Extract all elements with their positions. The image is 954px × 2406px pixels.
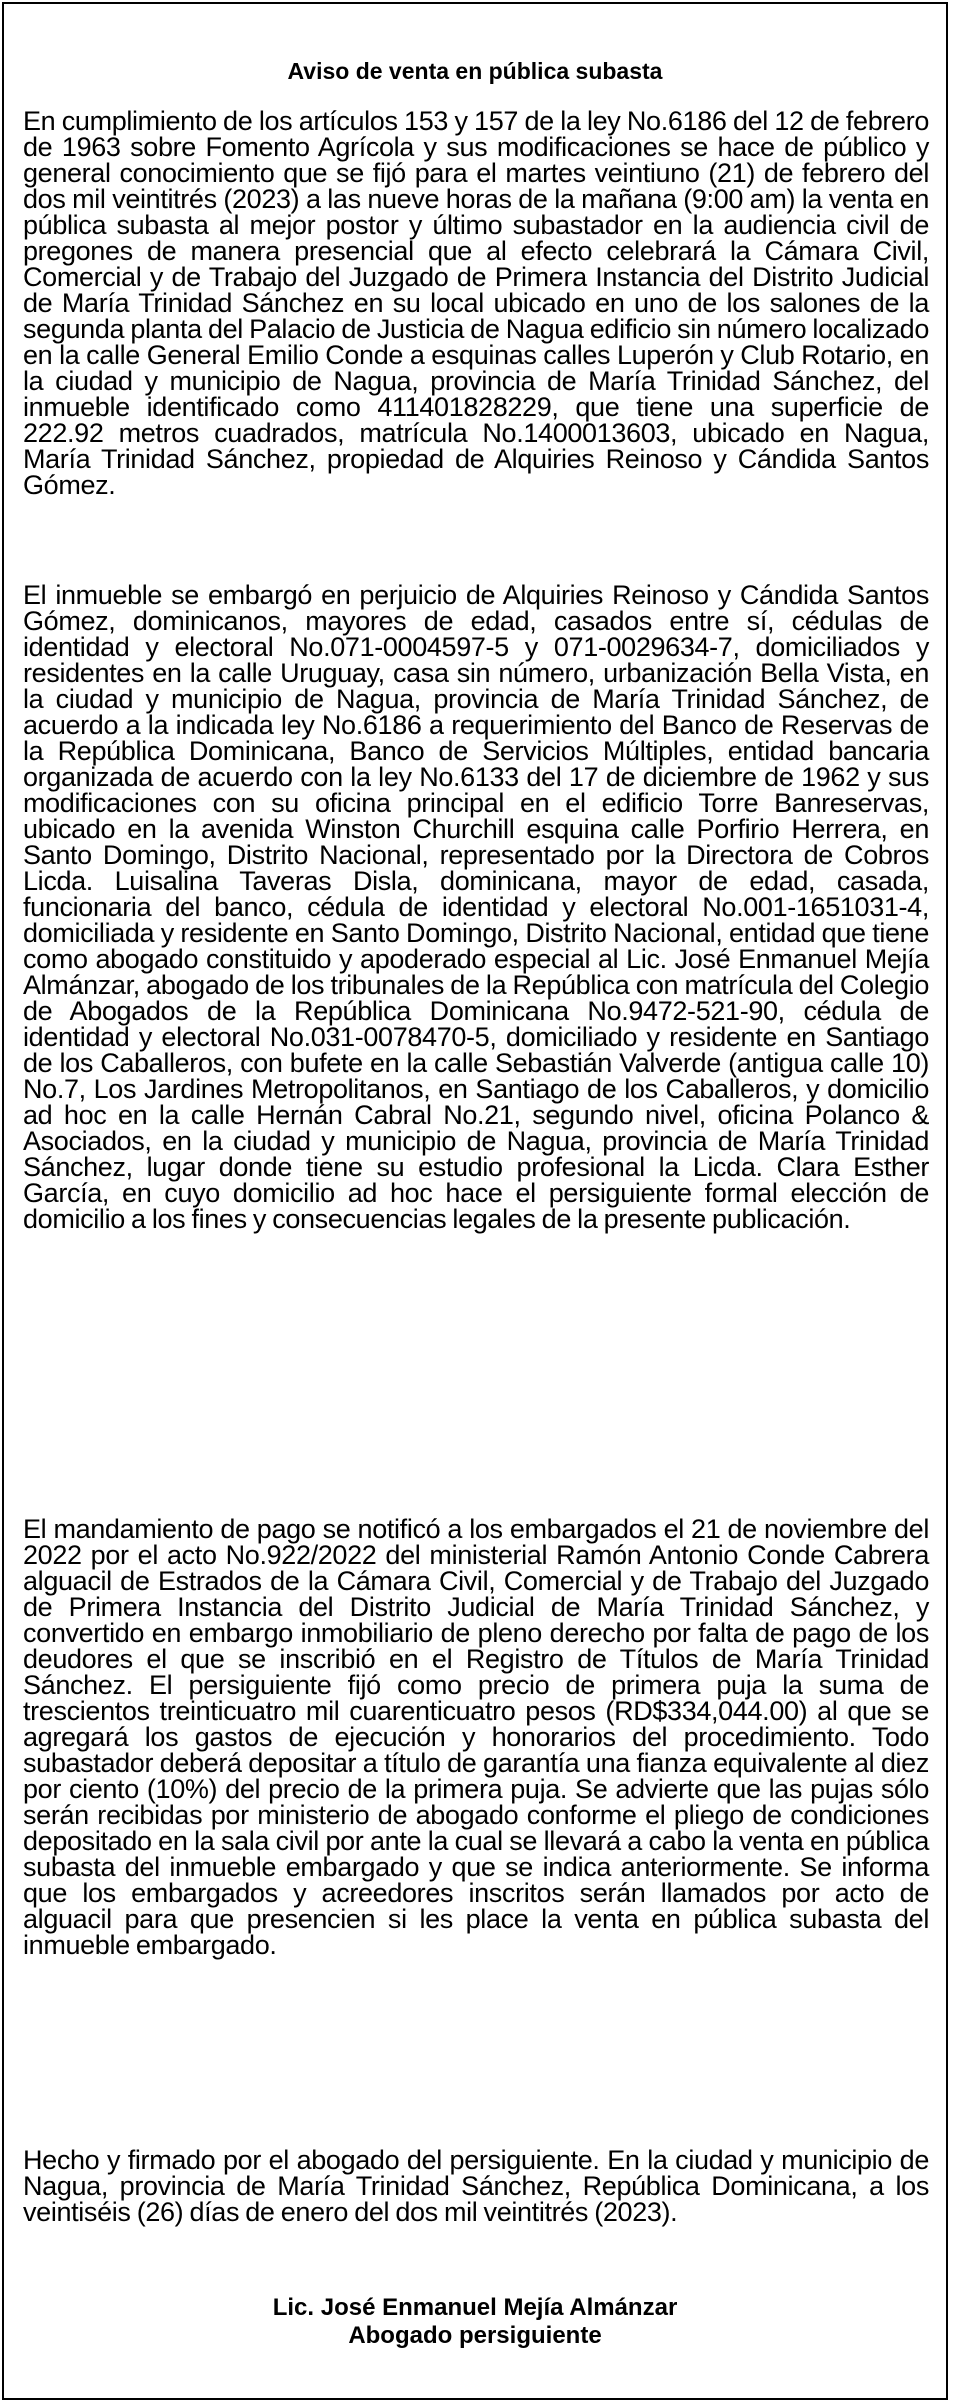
signature-block bbox=[4, 2294, 946, 2350]
notice-paragraph-sale-announcement: En cumplimiento de los artículos 153 y 157 de la ley No.6186 del 12 de febrero de 1963 sobre Fomento Agrícola y sus modificaciones se hace de público y general conocimiento que se fijó para el martes veintiuno (21) de febrero del dos mil veintitrés (2023) a las nueve horas de la mañana (9:00 am) la venta en pública subasta al mejor postor y último subastador en la audiencia civil de pregones de manera presencial que al efecto celebrará la Cámara Civil, Comercial y de Trabajo del Juzgado de Primera Instancia del Distrito Judicial de María Trinidad Sánchez en su local ubicado en uno de los salones de la segunda planta del Palacio de Justicia de Nagua edificio sin número localizado en la calle General Emilio Conde a esquinas calles Luperón y Club Rotario, en la ciudad y municipio de Nagua, provincia de María Trinidad Sánchez, del inmueble identificado como 411401828229, que tiene una superficie de 222.92 metros cuadrados, matrícula No.1400013603, ubicado en Nagua, María Trinidad Sánchez, propiedad de Alquiries Reinoso y Cándida Santos Gómez. bbox=[23, 106, 929, 500]
signature-name: Lic. José Enmanuel Mejía Almánzar bbox=[272, 2294, 678, 2321]
notice-paragraph-seizure-details: El inmueble se embargó en perjuicio de Alquiries Reinoso y Cándida Santos Gómez, dominicanos, mayores de edad, casados entre sí, cédulas de identidad y electoral No.071-0004597-5 y 071-0029634-7, domiciliados y residentes en la calle Uruguay, casa sin número, urbanización Bella Vista, en la ciudad y municipio de Nagua, provincia de María Trinidad Sánchez, de acuerdo a la indicada ley No.6186 a requerimiento del Banco de Reservas de la República Dominicana, Banco de Servicios Múltiples, entidad bancaria organizada de acuerdo con la ley No.6133 del 17 de diciembre de 1962 y sus modificaciones con su oficina principal en el edificio Torre Banreservas, ubicado en la avenida Winston Churchill esquina calle Porfirio Herrera, en Santo Domingo, Distrito Nacional, representado por la Directora de Cobros Licda. Luisalina Taveras Disla, dominicana, mayor de edad, casada, funcionaria del banco, cédula de identidad y electoral No.001-1651031-4, domiciliada y residente en Santo Domingo, Distrito Nacional, entidad que tiene como abogado constituido y apoderado especial al Lic. José Enmanuel Mejía Almánzar, abogado de los tribunales de la República con matrícula del Colegio de Abogados de la República Dominicana No.9472-521-90, cédula de identidad y electoral No.031-0078470-5, domiciliado y residente en Santiago de los Caballeros, con bufete en la calle Sebastián Valverde (antigua calle 10) No.7, Los Jardines Metropolitanos, en Santiago de los Caballeros, y domicilio ad hoc en la calle Hernán Cabral No.21, segundo nivel, oficina Polanco & Asociados, en la ciudad y municipio de Nagua, provincia de María Trinidad Sánchez, lugar donde tiene su estudio profesional la Licda. Clara Esther García, en cuyo domicilio ad hoc hace el persiguiente formal elección de domicilio a los fines y consecuencias legales de la presente publicación. bbox=[23, 580, 929, 1234]
notice-title: Aviso de venta en pública subasta bbox=[287, 58, 663, 84]
legal-notice bbox=[2, 2, 948, 2400]
notice-paragraph-signing: Hecho y firmado por el abogado del persiguiente. En la ciudad y municipio de Nagua, provincia de María Trinidad Sánchez, República Dominicana, a los veintiséis (26) días de enero del dos mil veintitrés (2023). bbox=[23, 2145, 929, 2227]
notice-paragraph-payment-order: El mandamiento de pago se notificó a los embargados el 21 de noviembre del 2022 por el acto No.922/2022 del ministerial Ramón Antonio Conde Cabrera alguacil de Estrados de la Cámara Civil, Comercial y de Trabajo del Juzgado de Primera Instancia del Distrito Judicial de María Trinidad Sánchez, y convertido en embargo inmobiliario de pleno derecho por falta de pago de los deudores el que se inscribió en el Registro de Títulos de María Trinidad Sánchez. El persiguiente fijó como precio de primera puja la suma de trescientos treinticuatro mil cuarenticuatro pesos (RD$334,044.00) al que se agregará los gastos de ejecución y honorarios del procedimiento. Todo subastador deberá depositar a título de garantía una fianza equivalente al diez por ciento (10%) del precio de la primera puja. Se advierte que las pujas sólo serán recibidas por ministerio de abogado conforme el pliego de condiciones depositado en la sala civil por ante la cual se llevará a cabo la venta en pública subasta del inmueble embargado y que se indica anteriormente. Se informa que los embargados y acreedores inscritos serán llamados por acto de alguacil para que presencien si les place la venta en pública subasta del inmueble embargado. bbox=[23, 1514, 929, 1960]
signature-role: Abogado persiguiente bbox=[348, 2322, 602, 2349]
